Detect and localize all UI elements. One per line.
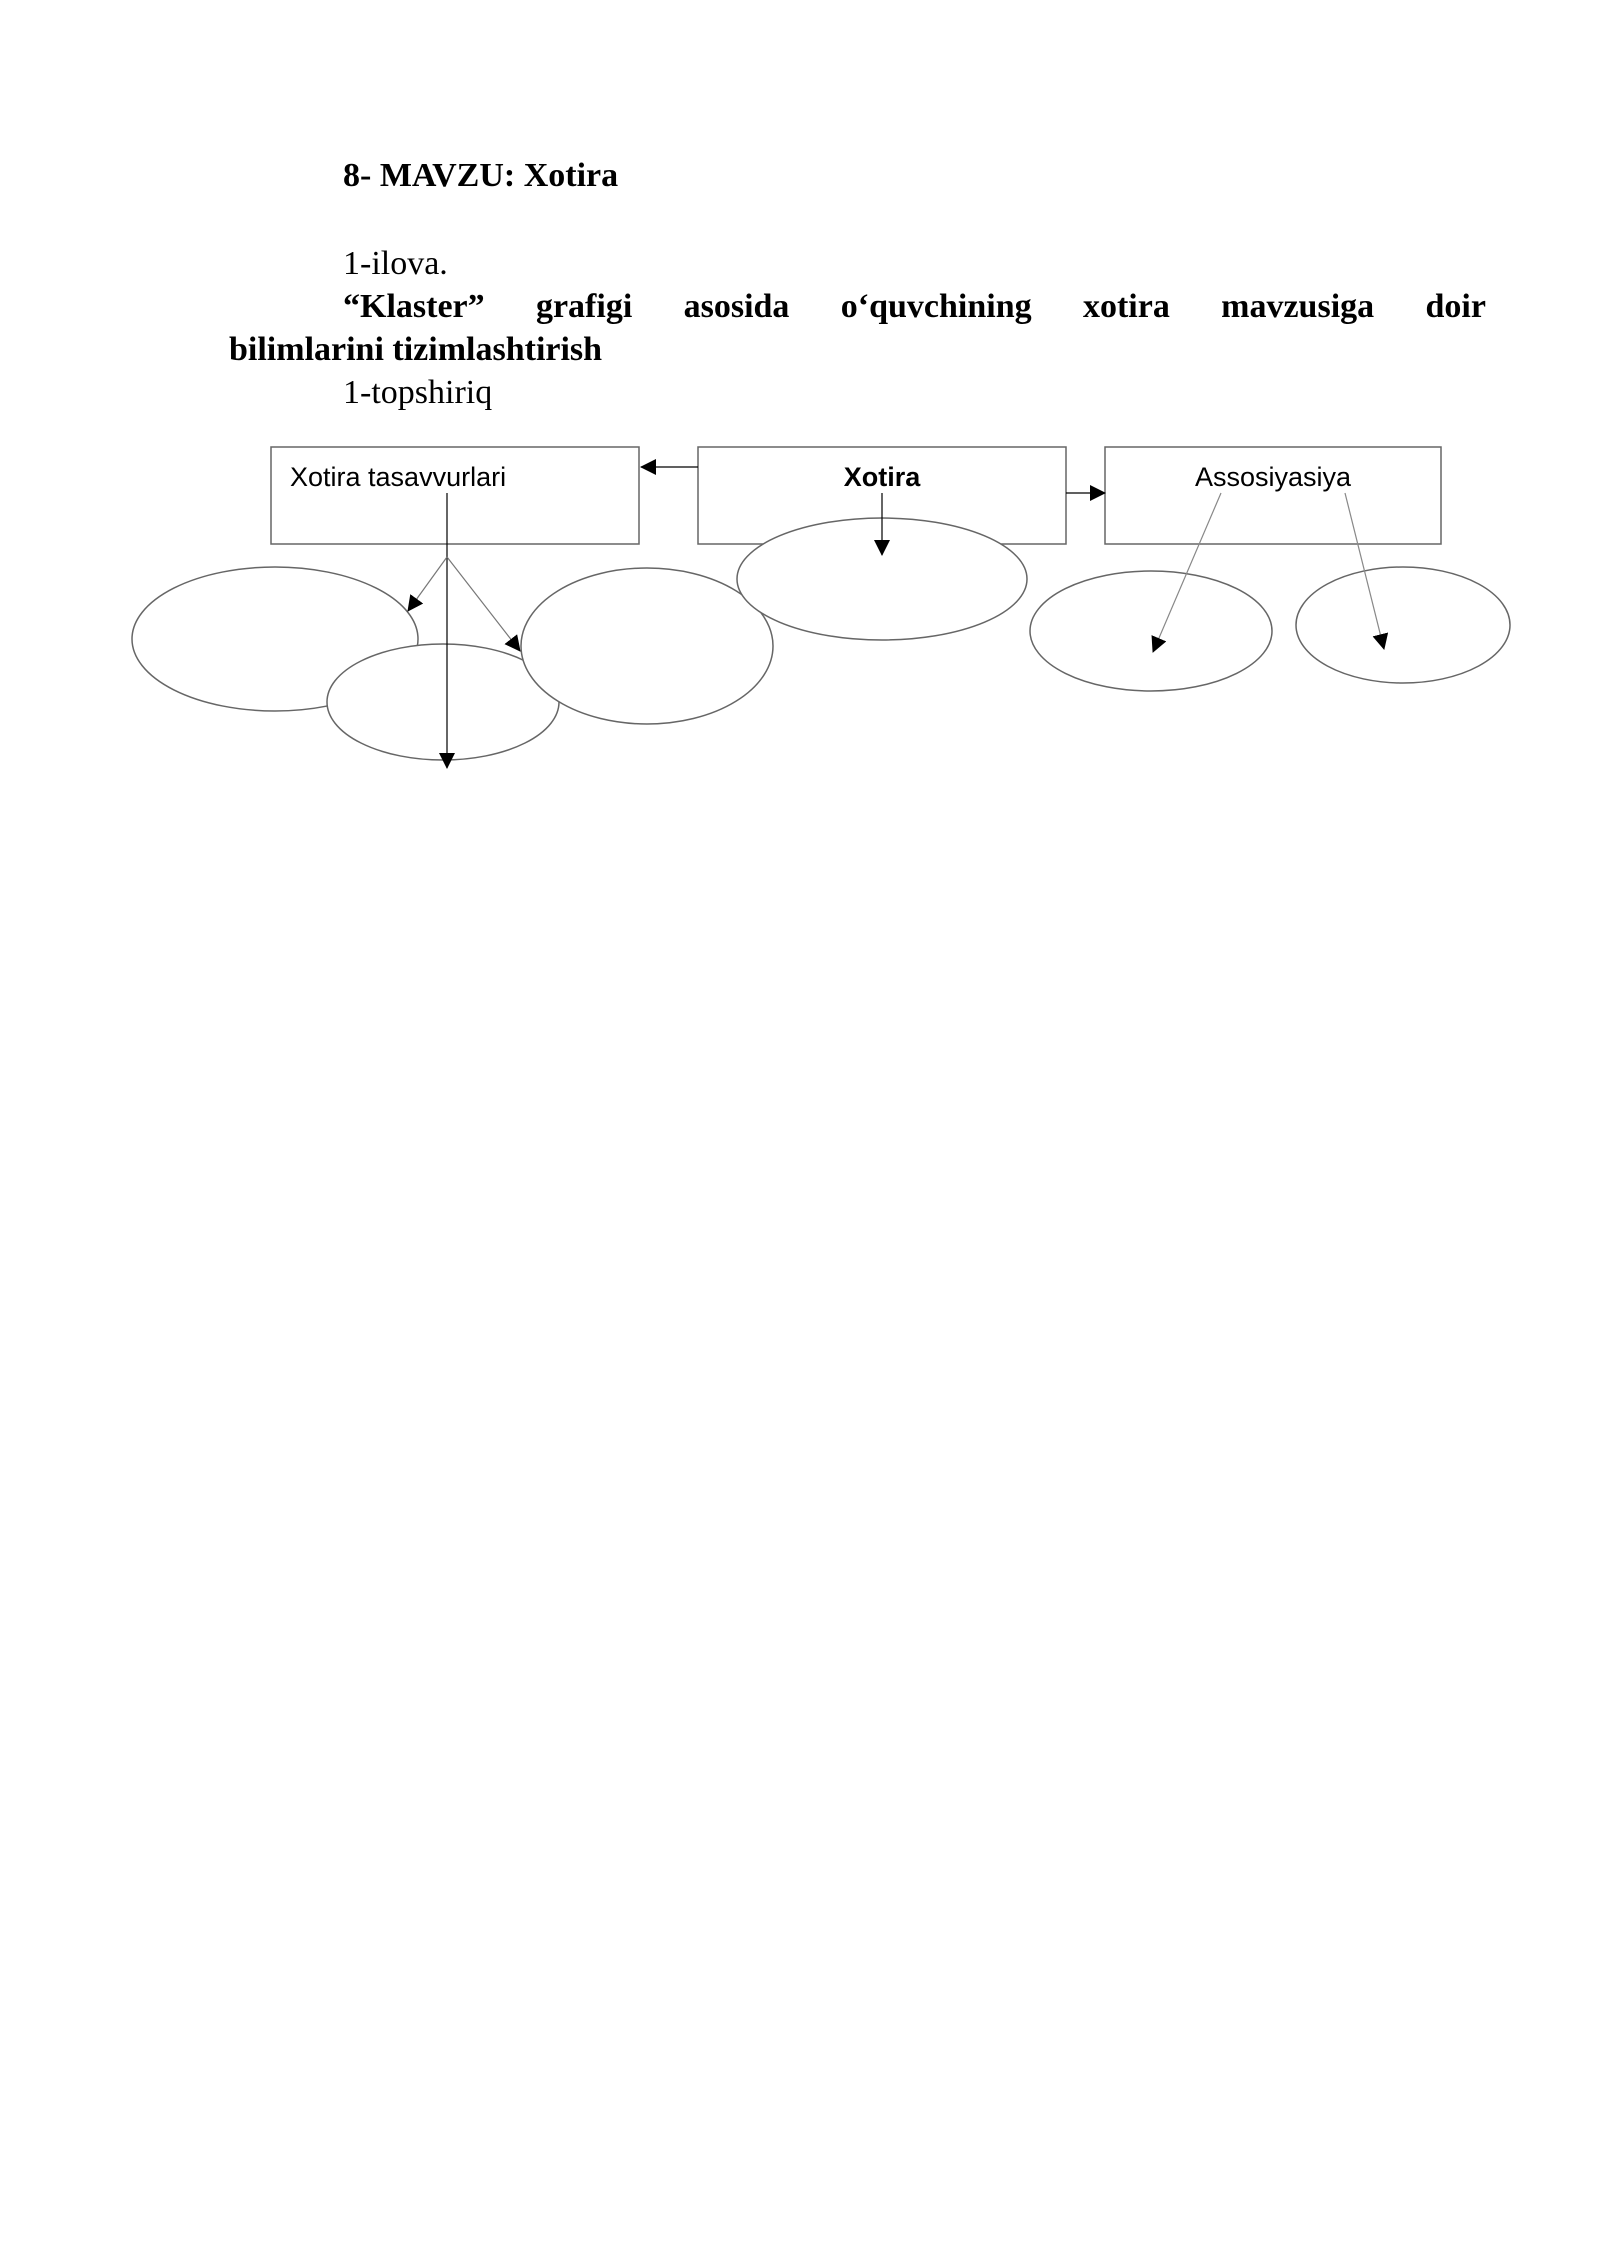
arrow-left-branch-b — [447, 557, 520, 651]
appendix-label: 1-ilova. — [343, 245, 448, 282]
right-box-label: Assosiyasiya — [1194, 462, 1352, 492]
description-word: “Klaster” — [343, 288, 485, 325]
center-box-label: Xotira — [843, 462, 921, 492]
blank-ellipse — [1030, 571, 1272, 691]
description-word: mavzusiga — [1221, 288, 1375, 325]
topic-heading: 8- MAVZU: Xotira — [343, 157, 619, 194]
task-description-line2: bilimlarini tizimlashtirish — [229, 331, 603, 368]
blank-ellipse — [1296, 567, 1510, 683]
description-word: asosida — [683, 288, 790, 325]
description-word: o‘quvchining — [840, 288, 1032, 325]
task-label: 1-topshiriq — [343, 374, 493, 411]
arrow-left-branch-a — [408, 557, 447, 611]
blank-ellipse — [521, 568, 773, 724]
left-box-label: Xotira tasavvurlari — [290, 462, 507, 492]
description-word: grafigi — [535, 288, 633, 325]
description-word: xotira — [1082, 288, 1170, 325]
description-word: doir — [1425, 288, 1486, 325]
